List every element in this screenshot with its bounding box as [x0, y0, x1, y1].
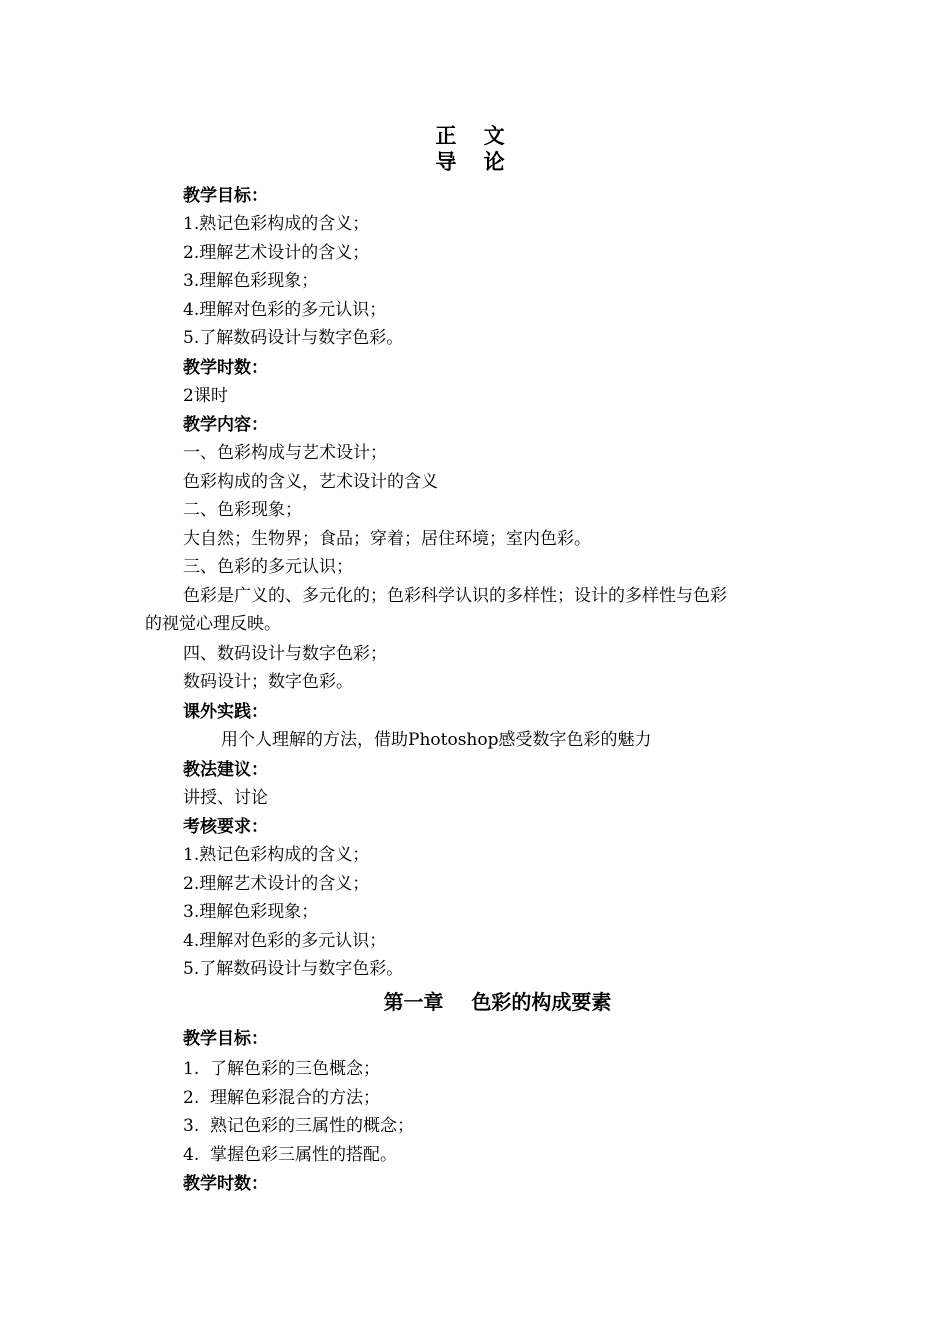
intro-goal-item: 4.理解对色彩的多元认识；	[183, 300, 387, 320]
chapter1-goal-item: 3. 熟记色彩的三属性的概念；	[183, 1116, 415, 1136]
intro-practice-label: 课外实践：	[183, 702, 268, 722]
intro-content-line: 一、色彩构成与艺术设计；	[183, 443, 387, 463]
intro-content-line: 三、色彩的多元认识；	[183, 557, 353, 577]
chapter-title: 第一章 色彩的构成要素	[383, 990, 612, 1014]
chapter1-goal-item: 4. 掌握色彩三属性的搭配。	[183, 1145, 398, 1165]
chapter1-goals-label: 教学目标：	[183, 1029, 268, 1049]
intro-assessment-item: 3.理解色彩现象；	[183, 902, 319, 922]
intro-content-line: 色彩构成的含义，艺术设计的含义	[183, 472, 438, 492]
intro-content-line: 色彩是广义的、多元化的；色彩科学认识的多样性；设计的多样性与色彩	[183, 586, 727, 606]
intro-goals-label: 教学目标：	[183, 186, 268, 206]
intro-practice-text: 用个人理解的方法，借助Photoshop感受数字色彩的魅力	[221, 730, 652, 750]
page-heading: 正 文	[435, 124, 515, 148]
section-title-intro: 导 论	[435, 150, 515, 174]
intro-hours-label: 教学时数：	[183, 358, 268, 378]
intro-goal-item: 2.理解艺术设计的含义；	[183, 243, 370, 263]
intro-assessment-item: 1.熟记色彩构成的含义；	[183, 845, 370, 865]
intro-assessment-item: 5.了解数码设计与数字色彩。	[183, 959, 404, 979]
intro-assessment-label: 考核要求：	[183, 817, 268, 837]
intro-goal-item: 5.了解数码设计与数字色彩。	[183, 328, 404, 348]
intro-content-line: 四、数码设计与数字色彩；	[183, 644, 387, 664]
intro-content-line: 二、色彩现象；	[183, 500, 302, 520]
intro-hours-value: 2课时	[183, 386, 228, 406]
chapter1-goal-item: 1. 了解色彩的三色概念；	[183, 1059, 381, 1079]
intro-assessment-item: 4.理解对色彩的多元认识；	[183, 931, 387, 951]
intro-content-line: 的视觉心理反映。	[145, 614, 281, 634]
chapter1-goal-item: 2. 理解色彩混合的方法；	[183, 1088, 381, 1108]
intro-method-text: 讲授、讨论	[183, 788, 268, 808]
intro-content-line: 数码设计；数字色彩。	[183, 672, 353, 692]
chapter1-hours-label: 教学时数：	[183, 1174, 268, 1194]
intro-method-label: 教法建议：	[183, 760, 268, 780]
intro-content-line: 大自然；生物界；食品；穿着；居住环境；室内色彩。	[183, 529, 591, 549]
intro-goal-item: 3.理解色彩现象；	[183, 271, 319, 291]
intro-assessment-item: 2.理解艺术设计的含义；	[183, 874, 370, 894]
intro-content-label: 教学内容：	[183, 415, 268, 435]
intro-goal-item: 1.熟记色彩构成的含义；	[183, 214, 370, 234]
